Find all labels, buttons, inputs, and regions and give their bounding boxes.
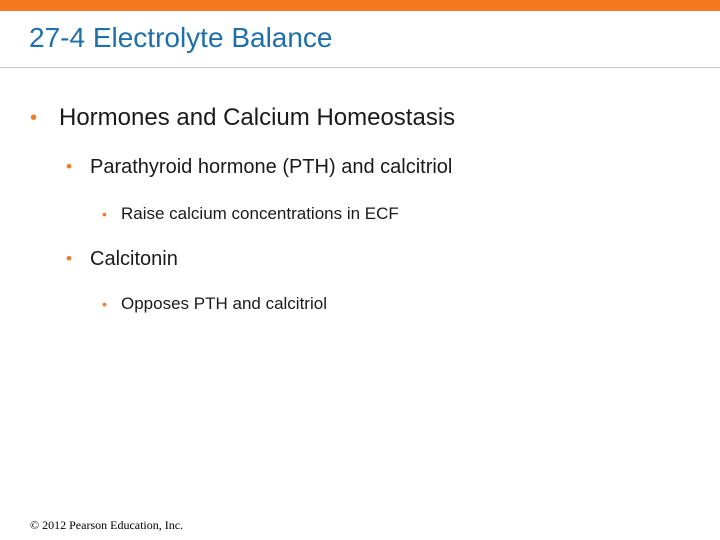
bullet-dot-icon: • bbox=[102, 296, 107, 312]
bullet-text: Hormones and Calcium Homeostasis bbox=[59, 104, 456, 131]
slide-title: 27-4 Electrolyte Balance bbox=[29, 22, 333, 53]
bullet-level-1 bbox=[30, 102, 456, 134]
bullet-dot-icon: • bbox=[66, 157, 72, 176]
bullet-dot-icon: • bbox=[66, 249, 72, 268]
bullet-text: Calcitonin bbox=[90, 248, 178, 270]
bullet-level-2 bbox=[66, 245, 178, 273]
bullet-text: Raise calcium concentrations in ECF bbox=[121, 204, 399, 223]
title-divider bbox=[0, 67, 720, 68]
bullet-text: Opposes PTH and calcitriol bbox=[121, 294, 327, 313]
bullet-text: Parathyroid hormone (PTH) and calcitriol bbox=[90, 156, 453, 178]
bullet-level-2 bbox=[66, 153, 453, 181]
copyright-notice: © 2012 Pearson Education, Inc. bbox=[30, 518, 184, 532]
bullet-level-3 bbox=[102, 202, 399, 226]
bullet-level-3 bbox=[102, 292, 327, 316]
top-accent-bar bbox=[0, 0, 720, 11]
bullet-dot-icon: • bbox=[30, 107, 38, 129]
bullet-dot-icon: • bbox=[102, 206, 107, 222]
